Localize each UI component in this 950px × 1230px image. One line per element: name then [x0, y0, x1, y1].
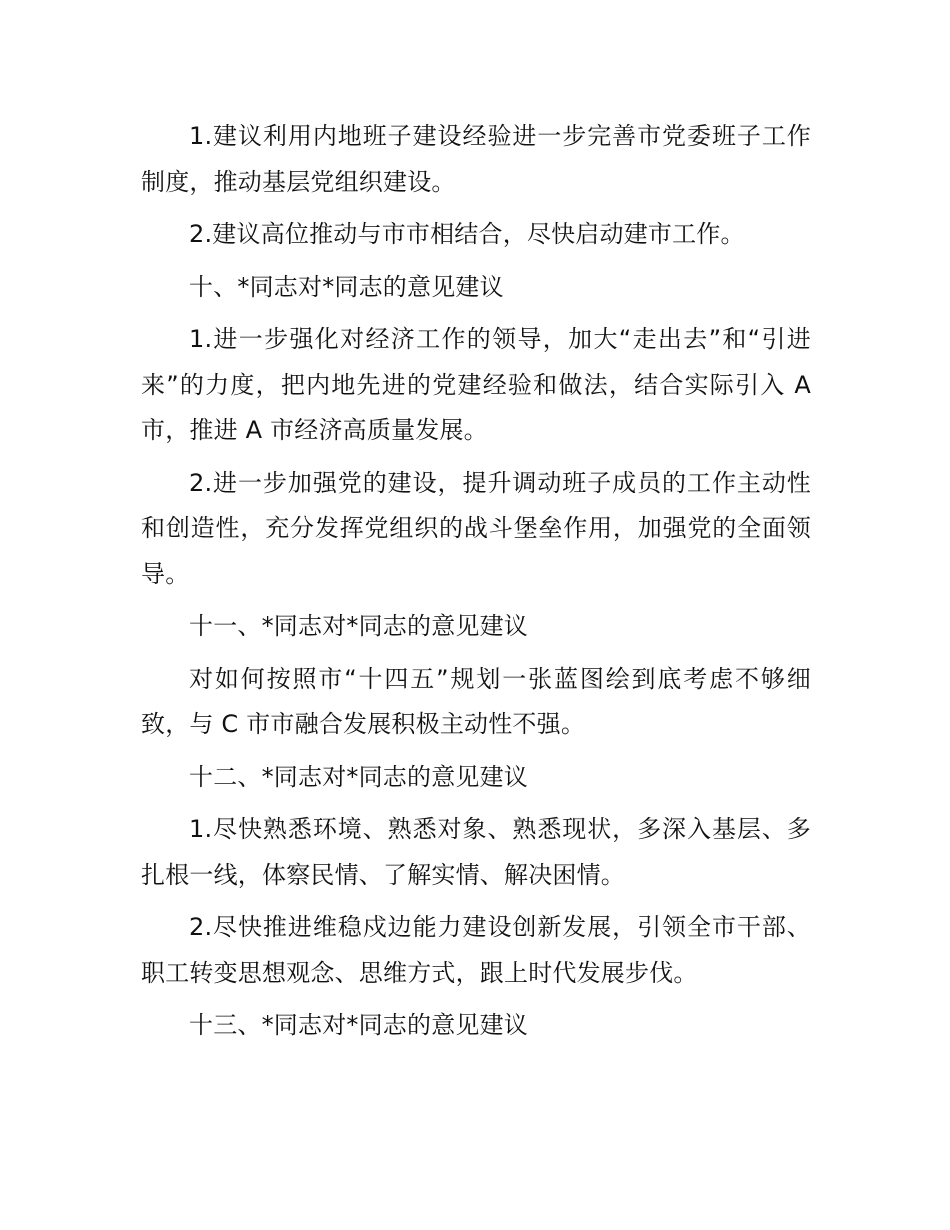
section-heading-10: 十、*同志对*同志的意见建议 — [189, 272, 504, 301]
paragraph-section-10-item-2: 2.进一步加强党的建设，提升调动班子成员的工作主动性和创造性，充分发挥党组织的战斗堡垒作用，加强党的全面领导。 — [141, 468, 811, 588]
paragraph-section-10-item-1: 1.进一步强化对经济工作的领导，加大“走出去”和“引进来”的力度，把内地先进的党建经验和做法，结合实际引入 A 市，推进 A 市经济高质量发展。 — [141, 325, 811, 444]
paragraph-suggestion-1: 1.建议利用内地班子建设经验进一步完善市党委班子工作制度，推动基层党组织建设。 — [141, 122, 811, 196]
paragraph-section-12-item-1: 1.尽快熟悉环境、熟悉对象、熟悉现状，多深入基层、多扎根一线，体察民情、了解实情、解决困情。 — [141, 815, 811, 889]
paragraph-suggestion-2: 2.建议高位推动与市市相结合，尽快启动建市工作。 — [189, 220, 745, 248]
section-heading-11: 十一、*同志对*同志的意见建议 — [189, 612, 528, 640]
paragraph-section-11: 对如何按照市“十四五”规划一张蓝图绘到底考虑不够细致，与 C 市市融合发展积极主动性不强。 — [141, 664, 811, 738]
section-heading-13: 十三、*同志对*同志的意见建议 — [189, 1011, 528, 1039]
paragraph-section-12-item-2: 2.尽快推进维稳戍边能力建设创新发展，引领全市干部、职工转变思想观念、思维方式，跟上时代发展步伐。 — [141, 913, 811, 987]
document-body — [141, 114, 811, 1056]
section-heading-12: 十二、*同志对*同志的意见建议 — [189, 762, 528, 791]
